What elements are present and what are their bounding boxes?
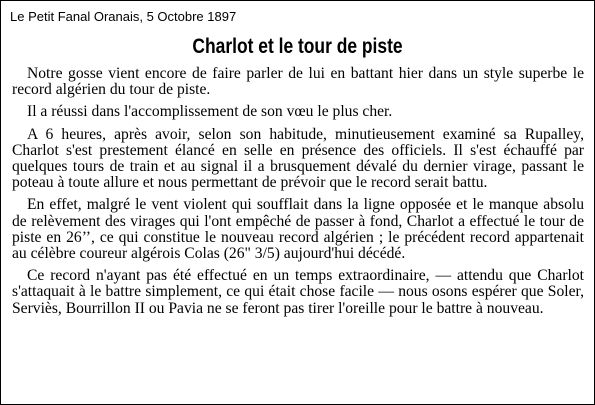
article-headline: Charlot et le tour de piste bbox=[192, 35, 403, 58]
article-body bbox=[12, 66, 584, 317]
article-paragraph: Notre gosse vient encore de faire parler de lui en battant hier dans un style superbe le record algérien du tour de piste. bbox=[12, 65, 584, 99]
article-paragraph: Ce record n'ayant pas été effectué en un temps extraordinaire, — attendu que Charlot s'attaquait à le battre simplement, ce qui était chose facile — nous osons espérer que Soler, Serviès, Bourrillon II ou Pavia ne se feront pas tirer l'oreille pour le battre à nouveau. bbox=[12, 267, 584, 317]
article-paragraph: Il a réussi dans l'accomplissement de son vœu le plus cher. bbox=[27, 103, 393, 121]
source-line: Le Petit Fanal Oranais, 5 Octobre 1897 bbox=[10, 9, 237, 24]
article-paragraph: En effet, malgré le vent violent qui soufflait dans la ligne opposée et le manque absolu de relèvement des virages qui l'ont empêché de passer à fond, Charlot a effectué le tour de piste en 26’’, ce qui constitue le nouveau record algérien ; le précédent record appartenait au célèbre coureur algérois Colas (26" 3/5) aujourd'hui décédé. bbox=[12, 196, 584, 263]
article-paragraph: A 6 heures, après avoir, selon son habitude, minutieusement examiné sa Rupalley, Charlot s'est prestement élancé en selle en présence des officiels. Il s'est échauffé par quelques tours de train et au signal il a brusquement dévalé du dernier virage, passant le poteau à toute allure et nous permettant de prévoir que le record serait battu. bbox=[12, 125, 584, 192]
